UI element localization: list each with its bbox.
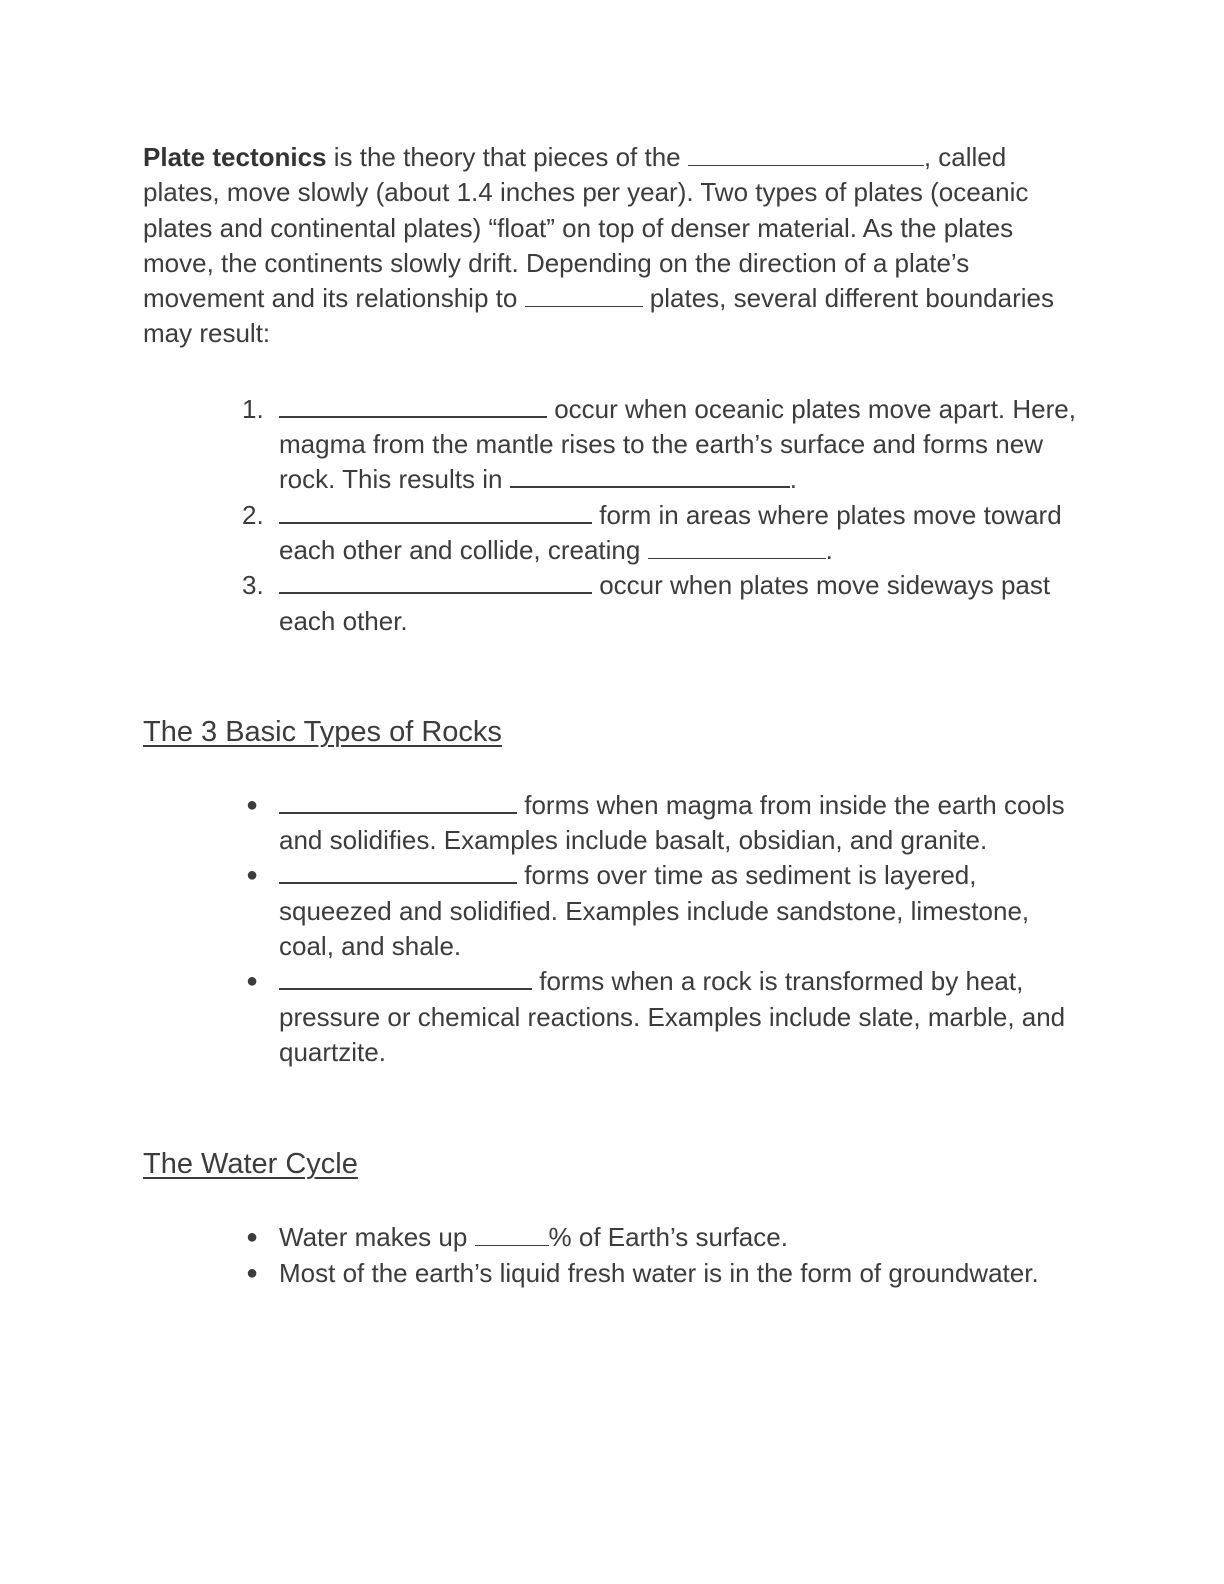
blank-sedimentary[interactable]: [279, 860, 517, 884]
blank-water-percent[interactable]: [475, 1223, 549, 1246]
list-item: [143, 498, 1083, 569]
list-item-text: Most of the earth’s liquid fresh water is in the form of groundwater.: [279, 1257, 1039, 1288]
list-item-text: occur when plates move sideways past each other.: [279, 570, 1051, 636]
plate-tectonics-paragraph: [143, 140, 1083, 352]
list-item-text: forms when a rock is transformed by heat, pressure or chemical reactions. Examples include slate, marble, and quartzite.: [279, 966, 1066, 1067]
list-number: 2.: [242, 499, 264, 530]
list-item-text: forms when magma from inside the earth cools and solidifies. Examples include basalt, obsidian, and granite.: [279, 789, 1065, 856]
intro-text-2: , called plates, move slowly (about 1.4 inches per year). Two types of plates (oceanic plates and continental plates) “float” on top of denser material. As the plates move, the continents slowly drift. Depending on the direction of a plate’s movement and its relationship to: [143, 142, 1029, 314]
blank-metamorphic[interactable]: [279, 966, 532, 990]
list-item-text-end: .: [825, 534, 833, 565]
list-item-text: forms over time as sediment is layered, squeezed and solidified. Examples include sandstone, limestone, coal, and shale.: [279, 860, 1030, 962]
rocks-list: [143, 788, 1083, 1070]
plate-tectonics-term: Plate tectonics: [143, 142, 327, 172]
list-item-text: form in areas where plates move toward each other and collide, creating: [279, 499, 1062, 565]
bullet-icon: ●: [246, 793, 259, 816]
list-item-text: Water makes up: [279, 1222, 475, 1253]
bullet-icon: ●: [246, 1226, 259, 1249]
water-list: [143, 1220, 1083, 1291]
blank-neighboring[interactable]: [525, 284, 643, 307]
list-item-text-end: .: [789, 464, 797, 495]
list-item-text-end: % of Earth’s surface.: [548, 1222, 788, 1253]
list-item: [143, 788, 1083, 859]
list-item: [143, 392, 1083, 498]
list-number: 3.: [242, 570, 264, 601]
blank-result-1[interactable]: [510, 464, 790, 488]
document-page: [143, 140, 1083, 1291]
list-item: [143, 568, 1083, 639]
blank-transform[interactable]: [279, 570, 592, 594]
blank-igneous[interactable]: [279, 790, 517, 814]
list-number: 1.: [242, 393, 264, 424]
bullet-icon: ●: [246, 864, 259, 887]
intro-text-3: plates, several different boundaries may result:: [143, 283, 1054, 349]
list-item: [143, 964, 1083, 1070]
blank-convergent[interactable]: [279, 500, 592, 524]
blank-crust[interactable]: [688, 143, 924, 166]
intro-text-1: is the theory that pieces of the: [326, 142, 688, 172]
list-item-text: occur when oceanic plates move apart. Here, magma from the mantle rises to the earth’s surface and forms new rock. This results in: [279, 393, 1076, 495]
rocks-heading: The 3 Basic Types of Rocks: [143, 715, 502, 748]
boundary-list: [143, 392, 1083, 639]
list-item: [143, 1220, 1083, 1255]
water-cycle-heading: The Water Cycle: [143, 1148, 358, 1181]
blank-result-2[interactable]: [648, 536, 826, 559]
list-item: [143, 858, 1083, 964]
list-item: [143, 1256, 1083, 1291]
bullet-icon: ●: [246, 1261, 259, 1284]
bullet-icon: ●: [246, 970, 259, 993]
blank-divergent[interactable]: [279, 394, 547, 418]
